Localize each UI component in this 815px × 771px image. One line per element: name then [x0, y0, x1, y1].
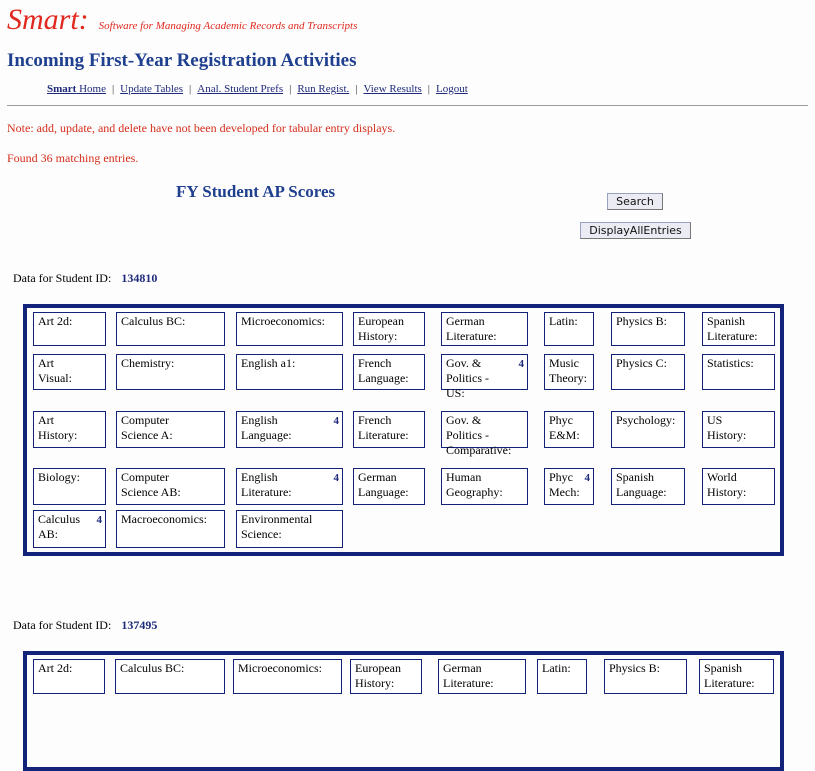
ap-field-label: French	[358, 356, 392, 370]
ap-field-label: Politics -	[446, 371, 490, 385]
ap-scores-grid	[23, 304, 784, 556]
nav-separator: |	[189, 83, 192, 95]
nav-separator: |	[355, 83, 358, 95]
ap-field-label: Language:	[241, 428, 292, 442]
ap-score-value: 4	[333, 415, 339, 427]
ap-field-germanlit[interactable]	[438, 659, 526, 694]
ap-field-label: Geography:	[446, 485, 503, 499]
main-nav	[47, 83, 468, 95]
ap-field-csa[interactable]	[116, 411, 225, 448]
ap-field-label: Physics B:	[616, 314, 668, 328]
ap-field-label: Theory:	[549, 371, 587, 385]
logo-word: Smart:	[7, 3, 89, 36]
ap-field-spanishlang[interactable]	[611, 468, 685, 505]
ap-field-label: Language:	[358, 485, 409, 499]
ap-field-bio[interactable]	[33, 468, 106, 505]
ap-field-label: Phyc	[549, 413, 573, 427]
nav-home-brand: Smart	[47, 83, 77, 95]
note-message: Note: add, update, and delete have not been developed for tabular entry displays.	[7, 121, 396, 135]
nav-run-regist-link[interactable]: Run Regist.	[297, 83, 350, 95]
ap-field-englit[interactable]	[236, 468, 343, 505]
ap-field-label: Latin:	[549, 314, 578, 328]
ap-field-label: Statistics:	[707, 356, 754, 370]
ap-field-euro[interactable]	[353, 312, 425, 346]
ap-field-arthist[interactable]	[33, 411, 106, 448]
ap-field-label: Macroeconomics:	[121, 512, 207, 526]
ap-field-calcab[interactable]	[33, 510, 106, 548]
ap-field-stats[interactable]	[702, 354, 775, 390]
ap-field-label: Calculus BC:	[120, 661, 185, 675]
nav-home-link[interactable]	[47, 83, 106, 95]
ap-field-calcbc[interactable]	[115, 659, 225, 694]
ap-field-label: Gov. &	[446, 356, 482, 370]
ap-field-physb[interactable]	[611, 312, 685, 346]
ap-field-artvis[interactable]	[33, 354, 106, 390]
ap-field-label: Microeconomics:	[238, 661, 322, 675]
ap-score-value: 4	[518, 358, 524, 370]
ap-field-label: Mech:	[549, 485, 580, 499]
ap-field-label: French	[358, 413, 392, 427]
ap-field-label: Microeconomics:	[241, 314, 325, 328]
ap-field-label: History:	[355, 676, 395, 690]
ap-field-label: History:	[38, 428, 78, 442]
ap-field-englishal[interactable]	[236, 354, 343, 390]
ap-field-label: German	[443, 661, 482, 675]
ap-field-label: Music	[549, 356, 579, 370]
ap-field-label: Literature:	[704, 676, 755, 690]
ap-field-label: Literature:	[707, 329, 758, 343]
ap-field-label: Computer	[121, 413, 169, 427]
ap-field-label: Chemistry:	[121, 356, 175, 370]
student-id-line	[13, 271, 157, 286]
ap-field-label: Politics -	[446, 428, 490, 442]
ap-score-value: 4	[96, 514, 102, 526]
found-count-message: Found 36 matching entries.	[7, 151, 139, 165]
ap-field-label: Language:	[358, 371, 409, 385]
ap-field-label: German	[358, 470, 397, 484]
nav-separator: |	[427, 83, 430, 95]
ap-field-label: Human	[446, 470, 482, 484]
student-id-value: 137495	[121, 618, 158, 632]
ap-field-englang[interactable]	[236, 411, 343, 448]
ap-field-art2d[interactable]	[33, 312, 106, 346]
ap-field-frenchlit[interactable]	[353, 411, 425, 448]
ap-field-phycem[interactable]	[544, 411, 594, 448]
ap-field-label: English	[241, 470, 278, 484]
nav-view-results-link[interactable]: View Results	[363, 83, 422, 95]
display-all-entries-button[interactable]: DisplayAllEntries	[580, 222, 691, 239]
ap-field-label: Calculus BC:	[121, 314, 186, 328]
nav-separator: |	[289, 83, 292, 95]
ap-field-label: E&M:	[549, 428, 580, 442]
ap-field-physc[interactable]	[611, 354, 685, 390]
student-id-value: 134810	[121, 271, 158, 285]
ap-field-label: History:	[707, 485, 747, 499]
form-title: FY Student AP Scores	[176, 182, 336, 201]
ap-field-label: Comparative:	[446, 443, 512, 457]
ap-field-art2d[interactable]	[33, 659, 105, 694]
ap-field-label: Literature:	[446, 329, 497, 343]
ap-field-label: World	[707, 470, 737, 484]
ap-field-label: Environmental	[241, 512, 313, 526]
student-id-label: Data for Student ID:	[13, 618, 112, 632]
ap-field-label: History:	[358, 329, 398, 343]
search-button[interactable]: Search	[607, 193, 663, 210]
ap-field-envsci[interactable]	[236, 510, 343, 548]
ap-field-euro[interactable]	[350, 659, 422, 694]
ap-field-label: Calculus	[38, 512, 80, 526]
ap-field-label: US:	[446, 386, 465, 400]
ap-field-label: Visual:	[38, 371, 72, 385]
ap-field-label: European	[358, 314, 404, 328]
ap-field-label: English	[241, 413, 278, 427]
ap-field-chem[interactable]	[116, 354, 225, 390]
ap-field-label: Language:	[616, 485, 667, 499]
ap-field-germanlit[interactable]	[441, 312, 528, 346]
ap-field-label: Spanish	[616, 470, 655, 484]
ap-field-label: Computer	[121, 470, 169, 484]
ap-field-label: Art	[38, 356, 54, 370]
ap-field-latin[interactable]	[544, 312, 594, 346]
ap-field-govus[interactable]	[441, 354, 528, 400]
nav-home-label: Home	[76, 83, 106, 95]
ap-field-label: Spanish	[704, 661, 743, 675]
ap-field-calcbc[interactable]	[116, 312, 225, 346]
nav-separator: |	[111, 83, 115, 95]
ap-field-psych[interactable]	[611, 411, 685, 448]
ap-field-germanlang[interactable]	[353, 468, 425, 505]
ap-field-label: German	[446, 314, 485, 328]
ap-field-label: Physics C:	[616, 356, 668, 370]
ap-score-value: 4	[333, 472, 339, 484]
nav-logout-link[interactable]: Logout	[435, 83, 468, 95]
nav-update-tables-link[interactable]: Update Tables	[120, 83, 184, 95]
ap-field-label: Spanish	[707, 314, 746, 328]
ap-field-label: Phyc	[549, 470, 573, 484]
ap-field-micro[interactable]	[233, 659, 342, 694]
ap-field-spanishlit[interactable]	[702, 312, 775, 346]
ap-field-worldhist[interactable]	[702, 468, 775, 505]
ap-scores-grid	[23, 651, 784, 771]
ap-field-label: Science AB:	[121, 485, 181, 499]
ap-field-label: Latin:	[542, 661, 571, 675]
ap-field-label: Literature:	[241, 485, 292, 499]
ap-field-label: Gov. &	[446, 413, 482, 427]
ap-field-micro[interactable]	[236, 312, 343, 346]
ap-field-label: Literature:	[443, 676, 494, 690]
ap-field-label: English a1:	[241, 356, 296, 370]
ap-field-macro[interactable]	[116, 510, 225, 548]
ap-field-label: Psychology:	[616, 413, 676, 427]
ap-field-label: Science:	[241, 527, 282, 541]
ap-field-csab[interactable]	[116, 468, 225, 505]
ap-field-label: Literature:	[358, 428, 409, 442]
ap-field-govcomp[interactable]	[441, 411, 528, 457]
ap-field-label: History:	[707, 428, 747, 442]
ap-field-label: US	[707, 413, 723, 427]
ap-score-value: 4	[584, 472, 590, 484]
ap-field-label: European	[355, 661, 401, 675]
ap-field-label: Science A:	[121, 428, 173, 442]
ap-field-humangeo[interactable]	[441, 468, 528, 505]
ap-field-music[interactable]	[544, 354, 594, 390]
ap-field-latin[interactable]	[537, 659, 587, 694]
ap-field-label: Biology:	[38, 470, 81, 484]
ap-field-label: Art 2d:	[38, 661, 73, 675]
student-id-label: Data for Student ID:	[13, 271, 112, 285]
logo-tagline: Software for Managing Academic Records and Transcripts	[98, 20, 358, 32]
ap-field-spanishlit[interactable]	[699, 659, 774, 694]
ap-field-label: AB:	[38, 527, 59, 541]
ap-field-physb[interactable]	[604, 659, 687, 694]
ap-field-phycmech[interactable]	[544, 468, 594, 505]
header-divider	[7, 105, 808, 106]
student-id-line	[13, 618, 157, 633]
ap-field-frenchlang[interactable]	[353, 354, 425, 390]
app-logo	[7, 3, 357, 37]
ap-field-ushist[interactable]	[702, 411, 775, 448]
nav-anal-student-prefs-link[interactable]: Anal. Student Prefs	[197, 83, 284, 95]
ap-field-label: Physics B:	[609, 661, 661, 675]
ap-field-label: Art	[38, 413, 54, 427]
ap-field-label: Art 2d:	[38, 314, 73, 328]
page-title: Incoming First-Year Registration Activities	[7, 50, 357, 71]
